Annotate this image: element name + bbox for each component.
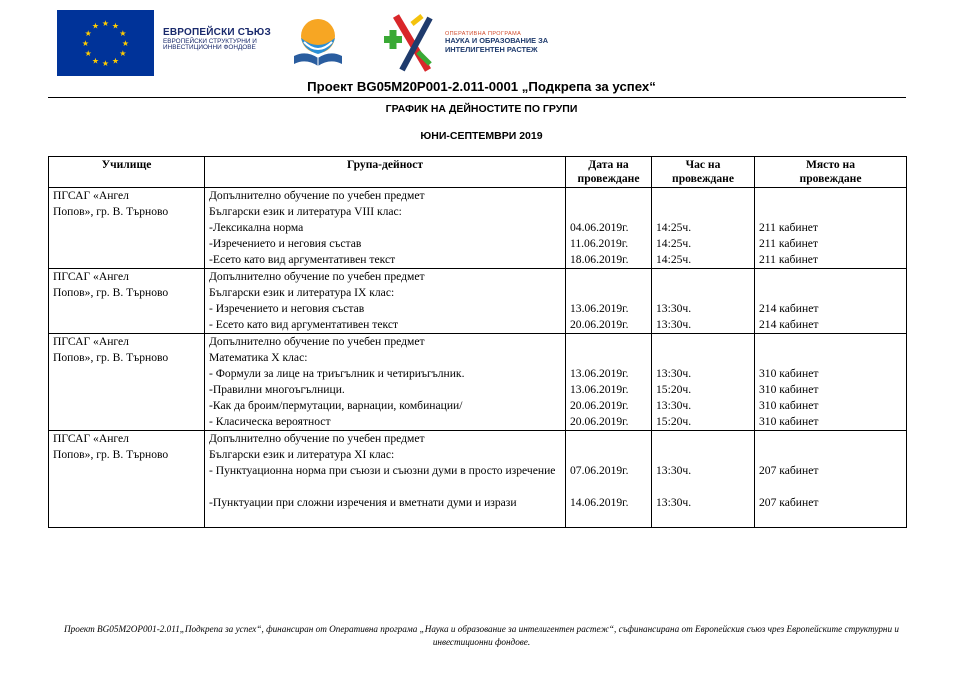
group-cell: Допълнително обучение по учебен предмет Български език и литература IX клас: - Изречението и неговия състав - Есето като вид аргументативен текст xyxy=(205,269,566,334)
place-cell: 211 кабинет 211 кабинет 211 кабинет xyxy=(755,188,907,269)
star-icon: ★ xyxy=(84,29,92,38)
eu-logo-text xyxy=(163,28,271,52)
school-cell: ПГСАГ «Ангел Попов», гр. В. Търново xyxy=(49,188,205,269)
date-cell: 04.06.2019г. 11.06.2019г. 18.06.2019г. xyxy=(566,188,652,269)
star-icon: ★ xyxy=(101,19,110,28)
star-icon: ★ xyxy=(101,59,110,68)
eu-flag-logo xyxy=(57,10,154,76)
star-icon: ★ xyxy=(81,39,90,48)
op-line1: НАУКА И ОБРАЗОВАНИЕ ЗА xyxy=(445,36,549,46)
star-icon: ★ xyxy=(91,21,100,31)
schedule-subtitle: ГРАФИК НА ДЕЙНОСТИТЕ ПО ГРУПИ xyxy=(385,103,578,115)
col-header-place: Място на провеждане xyxy=(755,157,907,188)
schedule-period: ЮНИ-СЕПТЕМВРИ 2019 xyxy=(420,130,543,142)
place-cell: 207 кабинет 207 кабинет xyxy=(755,431,907,528)
school-cell: ПГСАГ «Ангел Попов», гр. В. Търново xyxy=(49,334,205,431)
star-icon: ★ xyxy=(111,21,120,31)
star-icon: ★ xyxy=(121,39,130,48)
date-cell: 07.06.2019г. 14.06.2019г. xyxy=(566,431,652,528)
date-cell: 13.06.2019г. 13.06.2019г. 20.06.2019г. 20.06.2019г. xyxy=(566,334,652,431)
place-cell: 310 кабинет 310 кабинет 310 кабинет 310 кабинет xyxy=(755,334,907,431)
col-header-date: Дата на провеждане xyxy=(566,157,652,188)
time-cell: 13:30ч. 15:20ч. 13:30ч. 15:20ч. xyxy=(652,334,755,431)
table-row xyxy=(49,188,907,269)
op-line2: ИНТЕЛИГЕНТЕН РАСТЕЖ xyxy=(445,44,538,54)
star-icon: ★ xyxy=(111,56,120,66)
table-row xyxy=(49,334,907,431)
header-logos xyxy=(0,8,963,74)
star-icon: ★ xyxy=(84,49,92,58)
schedule-table xyxy=(48,156,907,528)
place-cell: 214 кабинет 214 кабинет xyxy=(755,269,907,334)
time-cell: 13:30ч. 13:30ч. xyxy=(652,431,755,528)
col-header-group: Група-дейност xyxy=(205,157,566,188)
star-icon: ★ xyxy=(91,56,100,66)
footer-note: Проект BG05M2OP001-2.011„Подкрепа за успех“, финансиран от Оперативна програма „Наука и образование за интелигентен растеж“, съфинансирана от Европейския съюз чрез Европейските структурни и инвестиционни фондове. xyxy=(64,624,899,647)
time-cell: 14:25ч. 14:25ч. 14:25ч. xyxy=(652,188,755,269)
group-cell: Допълнително обучение по учебен предмет Български език и литература XI клас: - Пунктуационна норма при съюзи и съюзни думи в просто изречение -Пунктуации при сложни изречения и вметнати думи и изрази xyxy=(205,431,566,528)
eu-name: ЕВРОПЕЙСКИ СЪЮЗ xyxy=(163,27,271,38)
table-row xyxy=(49,269,907,334)
group-cell: Допълнително обучение по учебен предмет Български език и литература VIII клас: -Лексикална норма -Изречението и неговия състав -Есето като вид аргументативен текст xyxy=(205,188,566,269)
date-cell: 13.06.2019г. 20.06.2019г. xyxy=(566,269,652,334)
star-icon: ★ xyxy=(119,49,127,58)
col-header-time: Час на провеждане xyxy=(652,157,755,188)
time-cell: 13:30ч. 13:30ч. xyxy=(652,269,755,334)
op-logo-text xyxy=(445,31,548,54)
school-cell: ПГСАГ «Ангел Попов», гр. В. Търново xyxy=(49,431,205,528)
open-book-logo-icon xyxy=(286,12,350,74)
star-icon: ★ xyxy=(119,29,127,38)
eu-funds-line1: ЕВРОПЕЙСКИ СТРУКТУРНИ И xyxy=(163,37,257,45)
school-cell: ПГСАГ «Ангел Попов», гр. В. Търново xyxy=(49,269,205,334)
title-divider xyxy=(48,97,906,98)
group-cell: Допълнително обучение по учебен предмет Математика X клас: - Формули за лице на триъгълник и четириъгълник. -Правилни многоъгълници. -Как да броим/пермутации, варнации, комбинации/ - Класическа вероятност xyxy=(205,334,566,431)
eu-funds-line2: ИНВЕСТИЦИОННИ ФОНДОВЕ xyxy=(163,44,256,52)
op-caption: ОПЕРАТИВНА ПРОГРАМА xyxy=(445,31,522,37)
table-row xyxy=(49,431,907,528)
op-science-logo-icon xyxy=(382,12,434,74)
project-title: Проект BG05M20P001-2.011-0001 „Подкрепа за успех“ xyxy=(307,79,656,94)
col-header-school: Училище xyxy=(49,157,205,188)
table-header-row xyxy=(49,157,907,188)
